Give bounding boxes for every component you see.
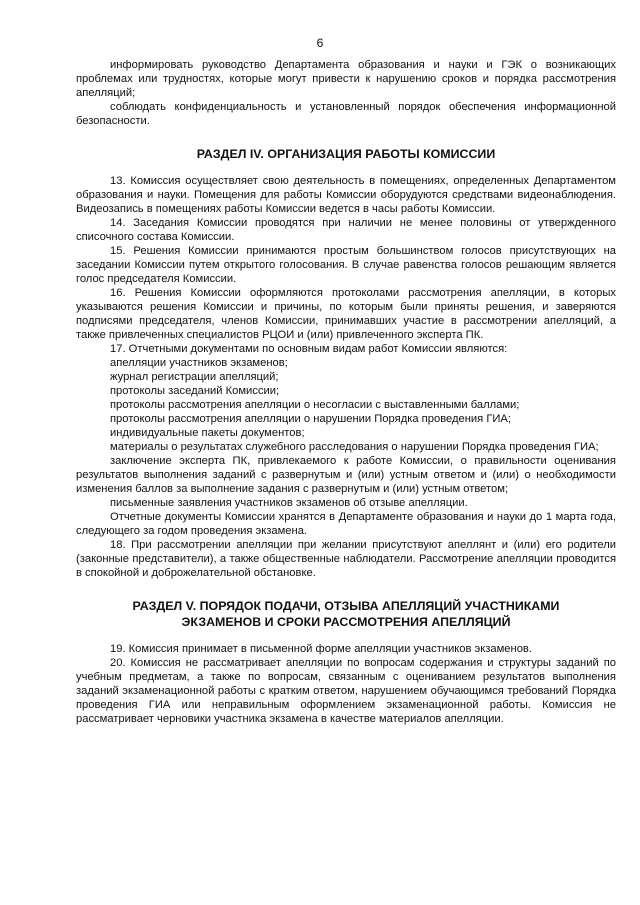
intro-paragraph-confidentiality: соблюдать конфиденциальность и установленный порядок обеспечения информационной безопасности. (76, 101, 616, 127)
paragraph-15: 15. Решения Комиссии принимаются простым большинством голосов присутствующих на заседании Комиссии путем открытого голосования. В случае равенства голосов решающим является голос председателя Комиссии. (76, 245, 616, 285)
list-item: протоколы заседаний Комиссии; (110, 385, 280, 397)
paragraph-14: 14. Заседания Комиссии проводятся при наличии не менее половины от утвержденного списочного состава Комиссии. (76, 217, 616, 243)
list-item-withdrawal: письменные заявления участников экзаменов об отзыве апелляции. (110, 497, 468, 509)
list-item: апелляции участников экзаменов; (110, 357, 288, 369)
paragraph-20: 20. Комиссия не рассматривает апелляции по вопросам содержания и структуры заданий по учебным предметам, а также по вопросам, связанным с оцениванием результатов выполнения заданий экзаменационной работы с кратким ответом, нарушением обучающимся требований Порядка проведения ГИА или неправильным оформлением экзаменационной работы. Комиссия не рассматривает черновики участника экзамена в качестве материалов апелляции. (76, 657, 616, 725)
section-4-title (76, 146, 616, 162)
list-item: протоколы рассмотрения апелляции о несогласии с выставленными баллами; (110, 399, 520, 411)
list-item-expert-conclusion: заключение эксперта ПК, привлекаемого к работе Комиссии, о правильности оценивания результатов выполнения заданий с развернутым и (или) устным ответом и (или) о необходимости изменения баллов за выполнение задания с развернутым и (или) устным ответом; (76, 455, 616, 495)
paragraph-17: 17. Отчетными документами по основным видам работ Комиссии являются: (110, 343, 508, 355)
section-5-title-line-1: РАЗДЕЛ V. ПОРЯДОК ПОДАЧИ, ОТЗЫВА АПЕЛЛЯЦИЙ УЧАСТНИКАМИ (132, 599, 560, 613)
document-body (76, 58, 616, 726)
paragraph-13: 13. Комиссия осуществляет свою деятельность в помещениях, определенных Департаментом образования и науки. Помещения для работы Комиссии оборудуются средствами видеонаблюдения. Видеозапись в помещениях работы Комиссии ведется в часы работы Комиссии. (76, 175, 616, 215)
list-item: протоколы рассмотрения апелляции о нарушении Порядка проведения ГИА; (110, 413, 511, 425)
section-5-title (76, 598, 616, 630)
paragraph-18: 18. При рассмотрении апелляции при желании присутствуют апеллянт и (или) его родители (законные представители), а также общественные наблюдатели. Рассмотрение апелляции проводится в спокойной и доброжелательной обстановке. (76, 539, 616, 579)
section-5-title-line-2: ЭКЗАМЕНОВ И СРОКИ РАССМОТРЕНИЯ АПЕЛЛЯЦИЙ (181, 615, 511, 629)
paragraph-19: 19. Комиссия принимает в письменной форме апелляции участников экзаменов. (110, 643, 532, 655)
section-4-title-text: РАЗДЕЛ IV. ОРГАНИЗАЦИЯ РАБОТЫ КОМИССИИ (196, 147, 496, 161)
paragraph-storage: Отчетные документы Комиссии хранятся в Департаменте образования и науки до 1 марта года, следующего за годом проведения экзамена. (76, 511, 616, 537)
list-item-materials: материалы о результатах служебного расследования о нарушении Порядка проведения ГИА; (110, 441, 599, 453)
intro-paragraph-inform: информировать руководство Департамента образования и науки и ГЭК о возникающих проблемах или трудностях, которые могут привести к нарушению сроков и порядка рассмотрения апелляций; (76, 59, 616, 99)
paragraph-16: 16. Решения Комиссии оформляются протоколами рассмотрения апелляции, в которых указываются решения Комиссии и причины, по которым были приняты решения, и заверяются подписями председателя, членов Комиссии, принимавших участие в рассмотрении апелляций, а также привлеченных специалистов РЦОИ и (или) привлеченного эксперта ПК. (76, 287, 616, 341)
list-item: индивидуальные пакеты документов; (110, 427, 305, 439)
page-number: 6 (316, 36, 324, 50)
list-item: журнал регистрации апелляций; (110, 371, 279, 383)
